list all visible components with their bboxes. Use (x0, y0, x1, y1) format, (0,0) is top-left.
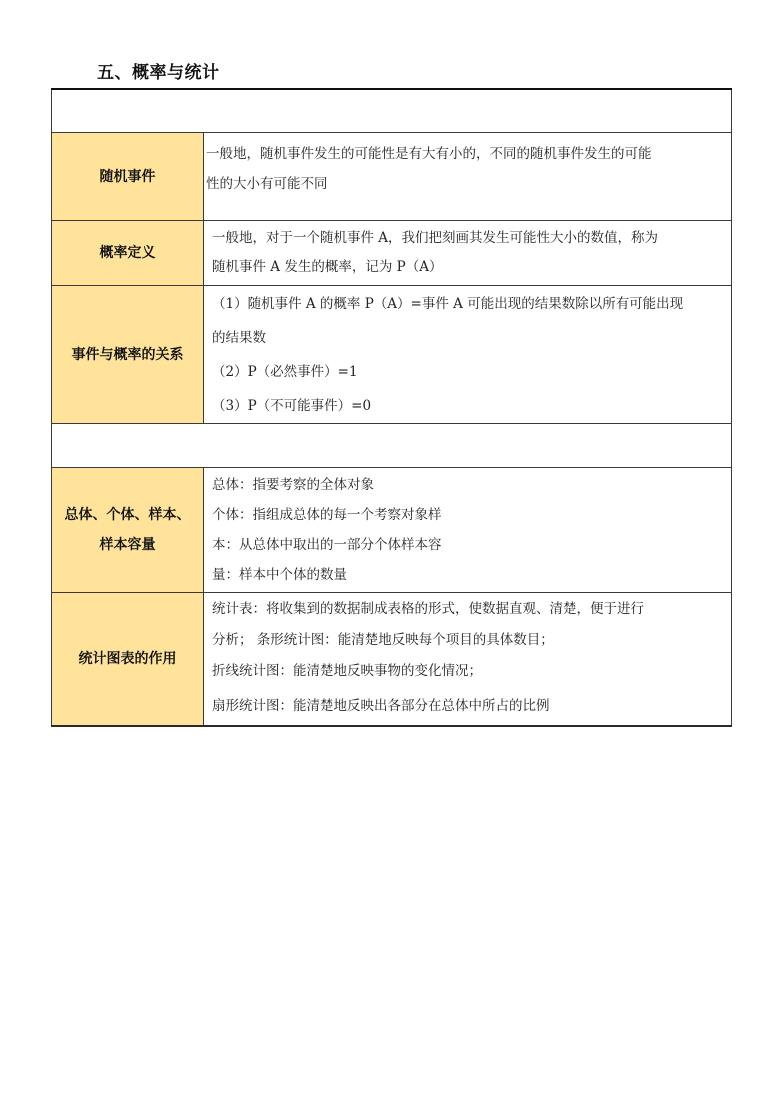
content-line: 折线统计图：能清楚地反映事物的变化情况； (212, 662, 482, 679)
row-label-population-sample (52, 468, 204, 593)
content-line: （1）随机事件 A 的概率 P（A）=事件 A 可能出现的结果数除以所有可能出现 (212, 295, 684, 312)
table-row-population-sample (52, 468, 732, 593)
content-line: 一般地，随机事件发生的可能性是有大有小的，不同的随机事件发生的可能 (206, 146, 652, 162)
content-line: （2）P（必然事件）=1 (212, 363, 358, 380)
table-row-random-event (52, 133, 732, 221)
gap-blank-cell (52, 424, 732, 468)
row-content-random-event (204, 133, 732, 221)
content-line: 统计表：将收集到的数据制成表格的形式，使数据直观、清楚，便于进行 (212, 600, 644, 617)
table-row-statistical-charts (52, 593, 732, 727)
content-line: 个体：指组成总体的每一个考察对象样 (212, 507, 442, 523)
row-label-probability-definition: 概率定义 (52, 221, 204, 286)
row-content-population-sample (204, 468, 732, 593)
header-blank-cell (52, 89, 732, 133)
content-line: 性的大小有可能不同 (206, 176, 328, 192)
row-label-event-probability-relation: 事件与概率的关系 (52, 286, 204, 424)
row-label-random-event: 随机事件 (52, 133, 204, 221)
content-line: 分析； 条形统计图：能清楚地反映每个项目的具体数目； (212, 631, 554, 648)
row-content-probability-definition (204, 221, 732, 286)
label-line: 总体、个体、样本、 (64, 507, 191, 523)
probability-statistics-table (51, 88, 732, 727)
content-line: 的结果数 (212, 329, 266, 346)
content-line: 随机事件 A 发生的概率，记为 P（A） (212, 259, 443, 275)
content-line: 总体：指要考察的全体对象 (212, 477, 374, 493)
table-row-probability-definition (52, 221, 732, 286)
table-header-row (52, 89, 732, 133)
table-gap-row (52, 424, 732, 468)
row-content-statistical-charts (204, 593, 732, 727)
row-label-statistical-charts: 统计图表的作用 (52, 593, 204, 727)
table-row-event-probability-relation (52, 286, 732, 424)
label-line: 样本容量 (99, 537, 156, 553)
content-line: （3）P（不可能事件）=0 (212, 397, 372, 414)
content-line: 量：样本中个体的数量 (212, 567, 347, 583)
content-line: 扇形统计图：能清楚地反映出各部分在总体中所占的比例 (212, 697, 550, 714)
section-title: 五、概率与统计 (97, 63, 220, 83)
content-line: 一般地，对于一个随机事件 A，我们把刻画其发生可能性大小的数值，称为 (212, 230, 659, 246)
content-line: 本：从总体中取出的一部分个体样本容 (212, 537, 442, 553)
row-content-event-probability-relation (204, 286, 732, 424)
